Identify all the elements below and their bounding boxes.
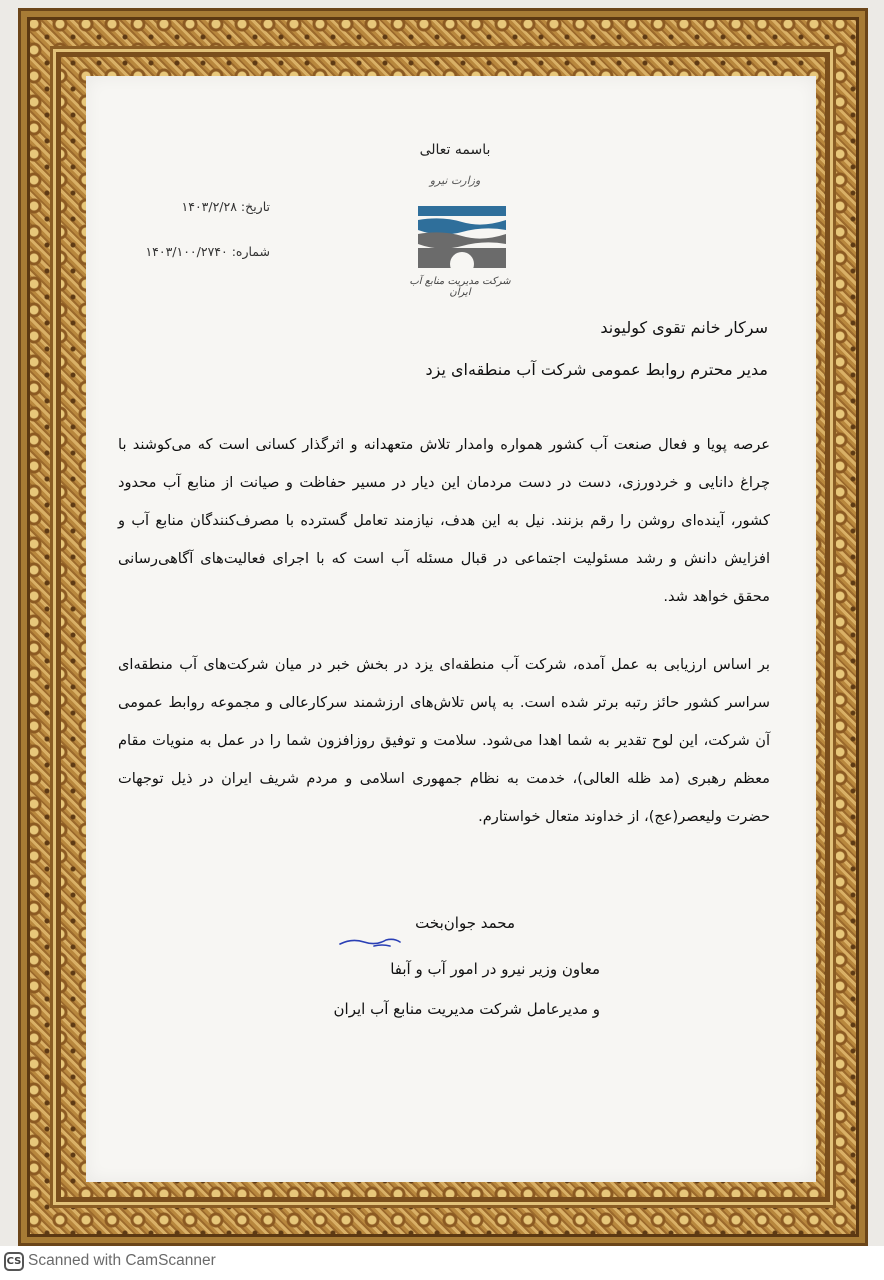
camscanner-icon: CS: [4, 1252, 24, 1271]
body-paragraph-1: عرصه پویا و فعال صنعت آب کشور همواره وامدار تلاش متعهدانه و اثرگذار کسانی است که می‌کوشند با چراغ دانایی و خردورزی، دست در دست مردمان این دیار در مسیر حفاظت و صیانت از منابع آب محدود کشور، آینده‌ای روشن را رقم بزنند. نیل به این هدف، نیازمند تعامل گسترده با مصرف‌کنندگان منابع آب و افزایش دانش و رشد مسئولیت اجتماعی در قبال مسئله آب است که با اجرای فعالیت‌های آگاهی‌رسانی محقق خواهد شد.: [118, 436, 770, 605]
body-paragraph-2: بر اساس ارزیابی به عمل آمده، شرکت آب منطقه‌ای یزد در بخش خبر در میان شرکت‌های آب منطقه‌ای سراسر کشور حائز رتبه برتر شده است. به پاس تلاش‌های ارزشمند سرکارعالی و مجموعه روابط عمومی آن شرکت، این لوح تقدیر به شما اهدا می‌شود. سلامت و توفیق روزافزون شما را در عمل به منویات مقام معظم رهبری (مد ظله العالی)، خدمت به نظام جمهوری اسلامی و مردم شریف ایران در ذیل توجهات حضرت ولیعصر(عج)، از خداوند متعال خواستارم.: [118, 656, 770, 825]
signer-name: محمد جوان‌بخت: [415, 914, 515, 932]
company-name-under-logo: شرکت مدیریت منابع آب ایران: [409, 276, 511, 298]
ministry-logo-text: وزارت نیرو: [429, 174, 481, 187]
water-company-logo: [414, 202, 510, 272]
recipient-title: مدیر محترم روابط عمومی شرکت آب منطقه‌ای یزد: [425, 360, 768, 379]
letter-date: تاریخ: ۱۴۰۳/۲/۲۸: [181, 199, 270, 214]
basmala-heading: باسمه تعالی: [419, 142, 491, 158]
letter-number: شماره: ۱۴۰۳/۱۰۰/۲۷۴۰: [145, 244, 270, 259]
signature-scribble: [334, 930, 434, 954]
recipient-name: سرکار خانم تقوی کولیوند: [600, 318, 768, 337]
signer-title-line-2: و مدیرعامل شرکت مدیریت منابع آب ایران: [333, 1000, 600, 1018]
signer-title-line-1: معاون وزیر نیرو در امور آب و آبفا: [390, 960, 600, 978]
camscanner-watermark: Scanned with CamScanner: [28, 1252, 216, 1269]
